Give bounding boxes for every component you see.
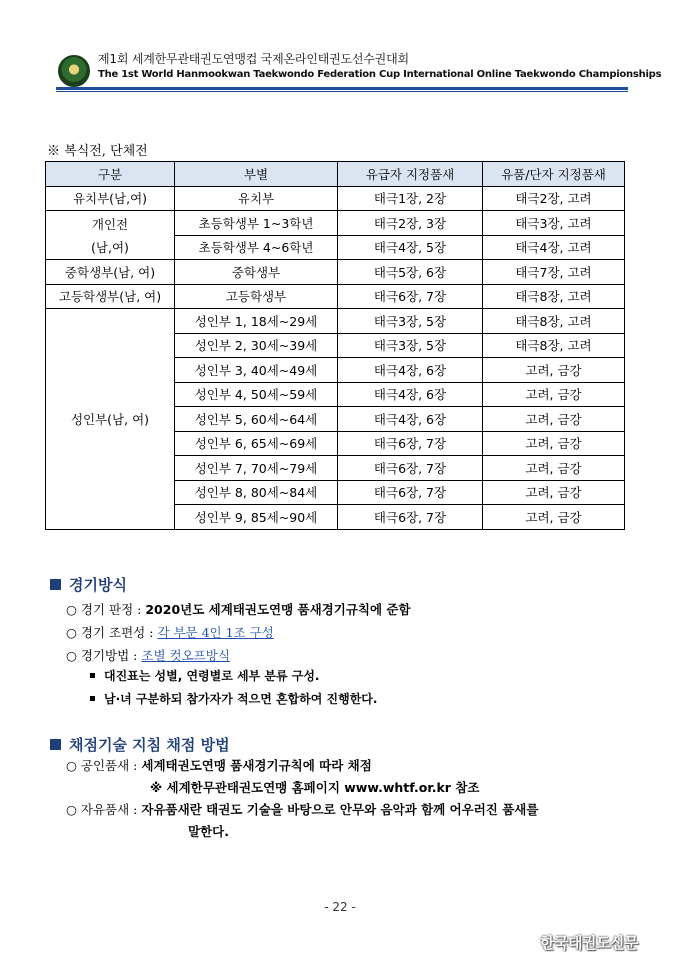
- colored-belt-poomsae-cell: 태극4장, 5장: [338, 235, 483, 260]
- header-cell: 유급자 지정품새: [338, 162, 483, 187]
- document-header: [0, 0, 680, 96]
- item-value: 조별 컷오프방식: [141, 648, 230, 663]
- black-belt-poomsae-cell: 고려, 금강: [483, 407, 625, 432]
- list-item: [66, 600, 411, 618]
- colored-belt-poomsae-cell: 태극6장, 7장: [338, 456, 483, 481]
- item-value: 2020년도 세계태권도연맹 품새경기규칙에 준함: [145, 602, 411, 617]
- watermark: 한국태권도신문: [540, 934, 638, 952]
- category-cell: 중학생부(남, 여): [46, 260, 175, 285]
- bullet-text: 대진표는 성별, 연령별로 세부 분류 구성.: [104, 669, 320, 683]
- circle-bullet-icon: ○: [66, 625, 77, 640]
- black-belt-poomsae-cell: 태극2장, 고려: [483, 186, 625, 211]
- header-rule: [56, 87, 628, 90]
- item-value: 각 부문 4인 1조 구성: [157, 625, 274, 640]
- item-label: 경기방법 :: [80, 648, 138, 663]
- black-belt-poomsae-cell: 태극4장, 고려: [483, 235, 625, 260]
- division-cell: 초등학생부 4~6학년: [175, 235, 338, 260]
- division-cell: 성인부 5, 60세~64세: [175, 407, 338, 432]
- black-belt-poomsae-cell: 고려, 금강: [483, 358, 625, 383]
- bullet-text: 남·녀 구분하되 참가자가 적으면 혼합하여 진행한다.: [104, 692, 378, 706]
- table-header-row: [46, 162, 625, 187]
- colored-belt-poomsae-cell: 태극6장, 7장: [338, 431, 483, 456]
- item-label: 자유품새 :: [80, 802, 138, 817]
- division-cell: 초등학생부 1~3학년: [175, 211, 338, 236]
- colored-belt-poomsae-cell: 태극3장, 5장: [338, 333, 483, 358]
- section-scoring: [50, 734, 230, 755]
- category-cell: 유치부(남,여): [46, 186, 175, 211]
- table-row: [46, 260, 625, 285]
- circle-bullet-icon: ○: [66, 648, 77, 663]
- item-value: 세계태권도연맹 품새경기규칙에 따라 채점: [141, 758, 372, 773]
- item-label: 경기 판정 :: [80, 602, 142, 617]
- table-row: [46, 284, 625, 309]
- circle-bullet-icon: ○: [66, 758, 77, 773]
- colored-belt-poomsae-cell: 태극2장, 3장: [338, 211, 483, 236]
- section-title: 채점기술 지침 채점 방법: [69, 736, 230, 754]
- circle-bullet-icon: ○: [66, 602, 77, 617]
- colored-belt-poomsae-cell: 태극4장, 6장: [338, 407, 483, 432]
- header-cell: 유품/단자 지정품새: [483, 162, 625, 187]
- colored-belt-poomsae-cell: 태극4장, 6장: [338, 358, 483, 383]
- section-competition-method: [50, 574, 127, 595]
- category-cell: 고등학생부(남, 여): [46, 284, 175, 309]
- category-label: (남,여): [91, 239, 129, 255]
- list-item: [66, 800, 538, 818]
- square-bullet-icon: [90, 696, 95, 701]
- division-cell: 성인부 2, 30세~39세: [175, 333, 338, 358]
- colored-belt-poomsae-cell: 태극1장, 2장: [338, 186, 483, 211]
- division-cell: 유치부: [175, 186, 338, 211]
- square-bullet-icon: [50, 739, 61, 750]
- table-row: [46, 186, 625, 211]
- colored-belt-poomsae-cell: 태극4장, 6장: [338, 382, 483, 407]
- black-belt-poomsae-cell: 태극8장, 고려: [483, 333, 625, 358]
- black-belt-poomsae-cell: 태극8장, 고려: [483, 309, 625, 334]
- black-belt-poomsae-cell: 고려, 금강: [483, 431, 625, 456]
- page-number: - 22 -: [324, 900, 356, 914]
- item-label: 경기 조편성 :: [80, 625, 154, 640]
- colored-belt-poomsae-cell: 태극6장, 7장: [338, 480, 483, 505]
- table-note: ※ 복식전, 단체전: [47, 144, 148, 159]
- division-cell: 성인부 9, 85세~90세: [175, 505, 338, 530]
- header-cell: 구분: [46, 162, 175, 187]
- black-belt-poomsae-cell: 태극8장, 고려: [483, 284, 625, 309]
- colored-belt-poomsae-cell: 태극6장, 7장: [338, 505, 483, 530]
- list-item: [66, 646, 230, 664]
- category-cell: 성인부(남, 여): [46, 309, 175, 530]
- table-row: [46, 211, 625, 236]
- division-cell: 성인부 1, 18세~29세: [175, 309, 338, 334]
- sub-bullet-item: [90, 690, 377, 707]
- division-cell: 고등학생부: [175, 284, 338, 309]
- division-cell: 중학생부: [175, 260, 338, 285]
- sub-bullet-item: [90, 667, 319, 684]
- header-title-en: The 1st World Hanmookwan Taekwondo Federation Cup International Online Taekwondo Championships: [98, 69, 662, 80]
- black-belt-poomsae-cell: 태극3장, 고려: [483, 211, 625, 236]
- division-cell: 성인부 3, 40세~49세: [175, 358, 338, 383]
- division-cell: 성인부 8, 80세~84세: [175, 480, 338, 505]
- category-cell: [46, 211, 175, 260]
- header-title-ko: 제1회 세계한무관태권도연맹컵 국제온라인태권도선수권대회: [98, 52, 409, 66]
- square-bullet-icon: [50, 579, 61, 590]
- item-value-continued: 말한다.: [188, 824, 229, 839]
- header-rule-thin: [56, 91, 628, 92]
- colored-belt-poomsae-cell: 태극6장, 7장: [338, 284, 483, 309]
- black-belt-poomsae-cell: 고려, 금강: [483, 456, 625, 481]
- item-value: 자유품새란 태권도 기술을 바탕으로 안무와 음악과 함께 어우러진 품새를: [141, 802, 539, 817]
- reference-note: ※ 세계한무관태권도연맹 홈페이지 www.whtf.or.kr 참조: [150, 780, 480, 795]
- federation-logo-icon: [58, 55, 90, 87]
- black-belt-poomsae-cell: 고려, 금강: [483, 480, 625, 505]
- circle-bullet-icon: ○: [66, 802, 77, 817]
- table-row: [46, 309, 625, 334]
- division-cell: 성인부 7, 70세~79세: [175, 456, 338, 481]
- poomsae-table: [45, 161, 625, 530]
- list-item: [66, 623, 274, 641]
- item-label: 공인품새 :: [80, 758, 138, 773]
- colored-belt-poomsae-cell: 태극3장, 5장: [338, 309, 483, 334]
- colored-belt-poomsae-cell: 태극5장, 6장: [338, 260, 483, 285]
- division-cell: 성인부 6, 65세~69세: [175, 431, 338, 456]
- black-belt-poomsae-cell: 태극7장, 고려: [483, 260, 625, 285]
- square-bullet-icon: [90, 673, 95, 678]
- list-item: [66, 756, 372, 774]
- header-cell: 부별: [175, 162, 338, 187]
- black-belt-poomsae-cell: 고려, 금강: [483, 505, 625, 530]
- section-title: 경기방식: [69, 576, 127, 594]
- category-label: 개인전: [91, 216, 129, 232]
- black-belt-poomsae-cell: 고려, 금강: [483, 382, 625, 407]
- division-cell: 성인부 4, 50세~59세: [175, 382, 338, 407]
